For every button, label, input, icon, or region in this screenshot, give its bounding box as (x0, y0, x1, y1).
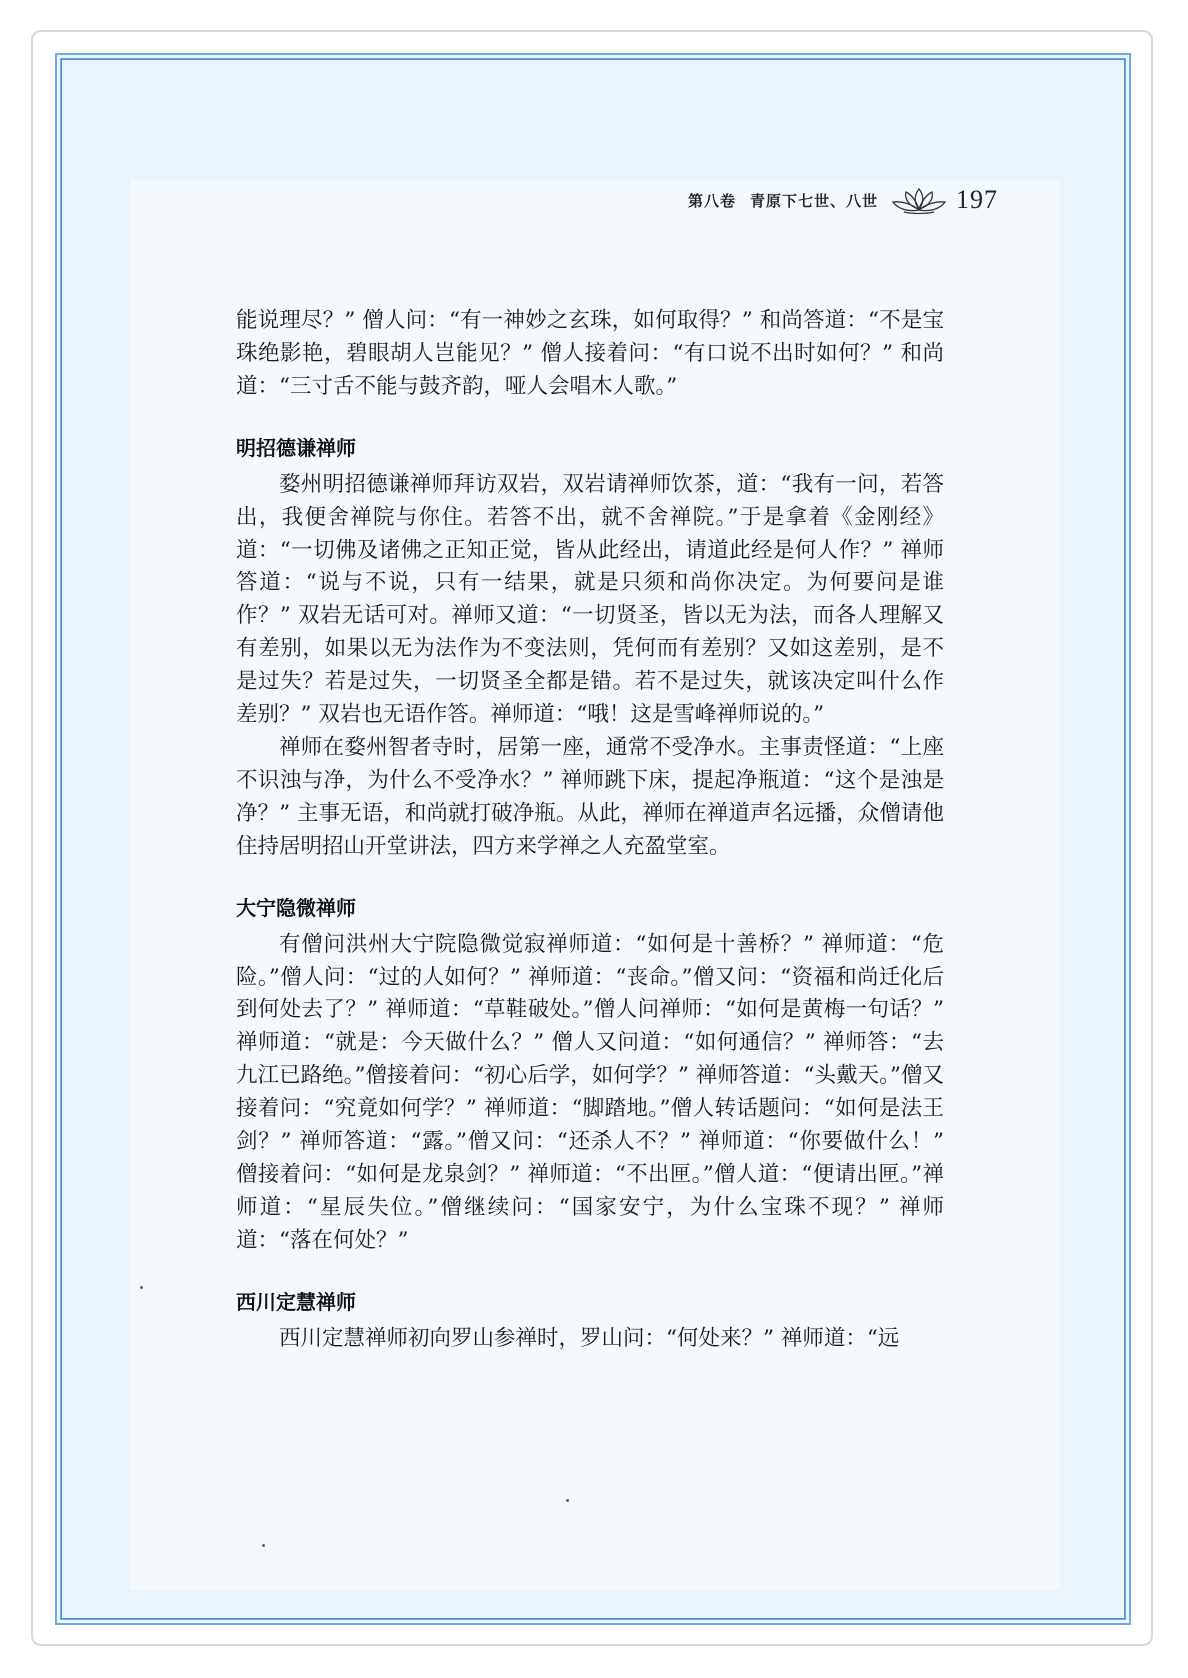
opening-paragraph: 能说理尽？” 僧人问：“有一神妙之玄珠，如何取得？” 和尚答道：“不是宝珠绝影艳，碧眼胡人岂能见？” 僧人接着问：“有口说不出时如何？” 和尚道：“三寸舌不能与鼓齐韵，哑人会唱木人歌。” (236, 308, 944, 399)
scan-speck (140, 1286, 143, 1289)
paragraph-mingzhao-2: 禅师在婺州智者寺时，居第一座，通常不受净水。主事责怪道：“上座不识浊与净，为什么不受净水？” 禅师跳下床，提起净瓶道：“这个是浊是净？” 主事无语，和尚就打破净瓶。从此，禅师在禅道声名远播，众僧请他住持居明招山开堂讲法，四方来学禅之人充盈堂室。 (236, 734, 944, 859)
lotus-ornament-icon (890, 185, 948, 215)
header-subtitle: 青原下七世、八世 (749, 191, 878, 210)
paragraph-mingzhao-1: 婺州明招德谦禅师拜访双岩，双岩请禅师饮茶，道：“我有一问，若答出，我便舍禅院与你住。若答不出，就不舍禅院。”于是拿着《金刚经》道：“一切佛及诸佛之正知正觉，皆从此经出，请道此经是何人作？” 禅师答道：“说与不说，只有一结果，就是只须和尚你决定。为何要问是谁作？” 双岩无话可对。禅师又道：“一切贤圣，皆以无为法，而各人理解又有差别，如果以无为法作为不变法则，凭何而有差别？又如这差别，是不是过失？若是过失，一切贤圣全都是错。若不是过失，就该决定叫什么作差别？” 双岩也无语作答。禅师道：“哦！这是雪峰禅师说的。” (236, 471, 944, 728)
section-title-xichuan: 西川定慧禅师 (236, 1289, 356, 1314)
page-number: 197 (956, 185, 998, 214)
section-title-mingzhao: 明招德谦禅师 (236, 435, 356, 460)
page-body (236, 305, 944, 1356)
section-title-daning: 大宁隐微禅师 (236, 895, 356, 920)
paragraph-xichuan-1: 西川定慧禅师初向罗山参禅时，罗山问：“何处来？” 禅师道：“远 (279, 1325, 900, 1351)
running-header (688, 180, 998, 220)
paragraph-daning-1: 有僧问洪州大宁院隐微觉寂禅师道：“如何是十善桥？” 禅师道：“危险。”僧人问：“过的人如何？” 禅师道：“丧命。”僧又问：“资福和尚迁化后到何处去了？” 禅师道：“草鞋破处。”僧人问禅师：“如何是黄梅一句话？” 禅师道：“就是：今天做什么？” 僧人又问道：“如何通信？” 禅师答：“去九江已路绝。”僧接着问：“初心后学，如何学？” 禅师答道：“头戴天。”僧又接着问：“究竟如何学？” 禅师道：“脚踏地。”僧人转话题问：“如何是法王剑？” 禅师答道：“露。”僧又问：“还杀人不？” 禅师道：“你要做什么！” 僧接着问：“如何是龙泉剑？” 禅师道：“不出匣。”僧人道：“便请出匣。”禅师道：“星辰失位。”僧继续问：“国家安宁，为什么宝珠不现？” 禅师道：“落在何处？” (236, 931, 944, 1253)
scan-speck (566, 1499, 569, 1502)
scan-speck (262, 1544, 265, 1547)
header-volume: 第八卷 (687, 191, 736, 210)
